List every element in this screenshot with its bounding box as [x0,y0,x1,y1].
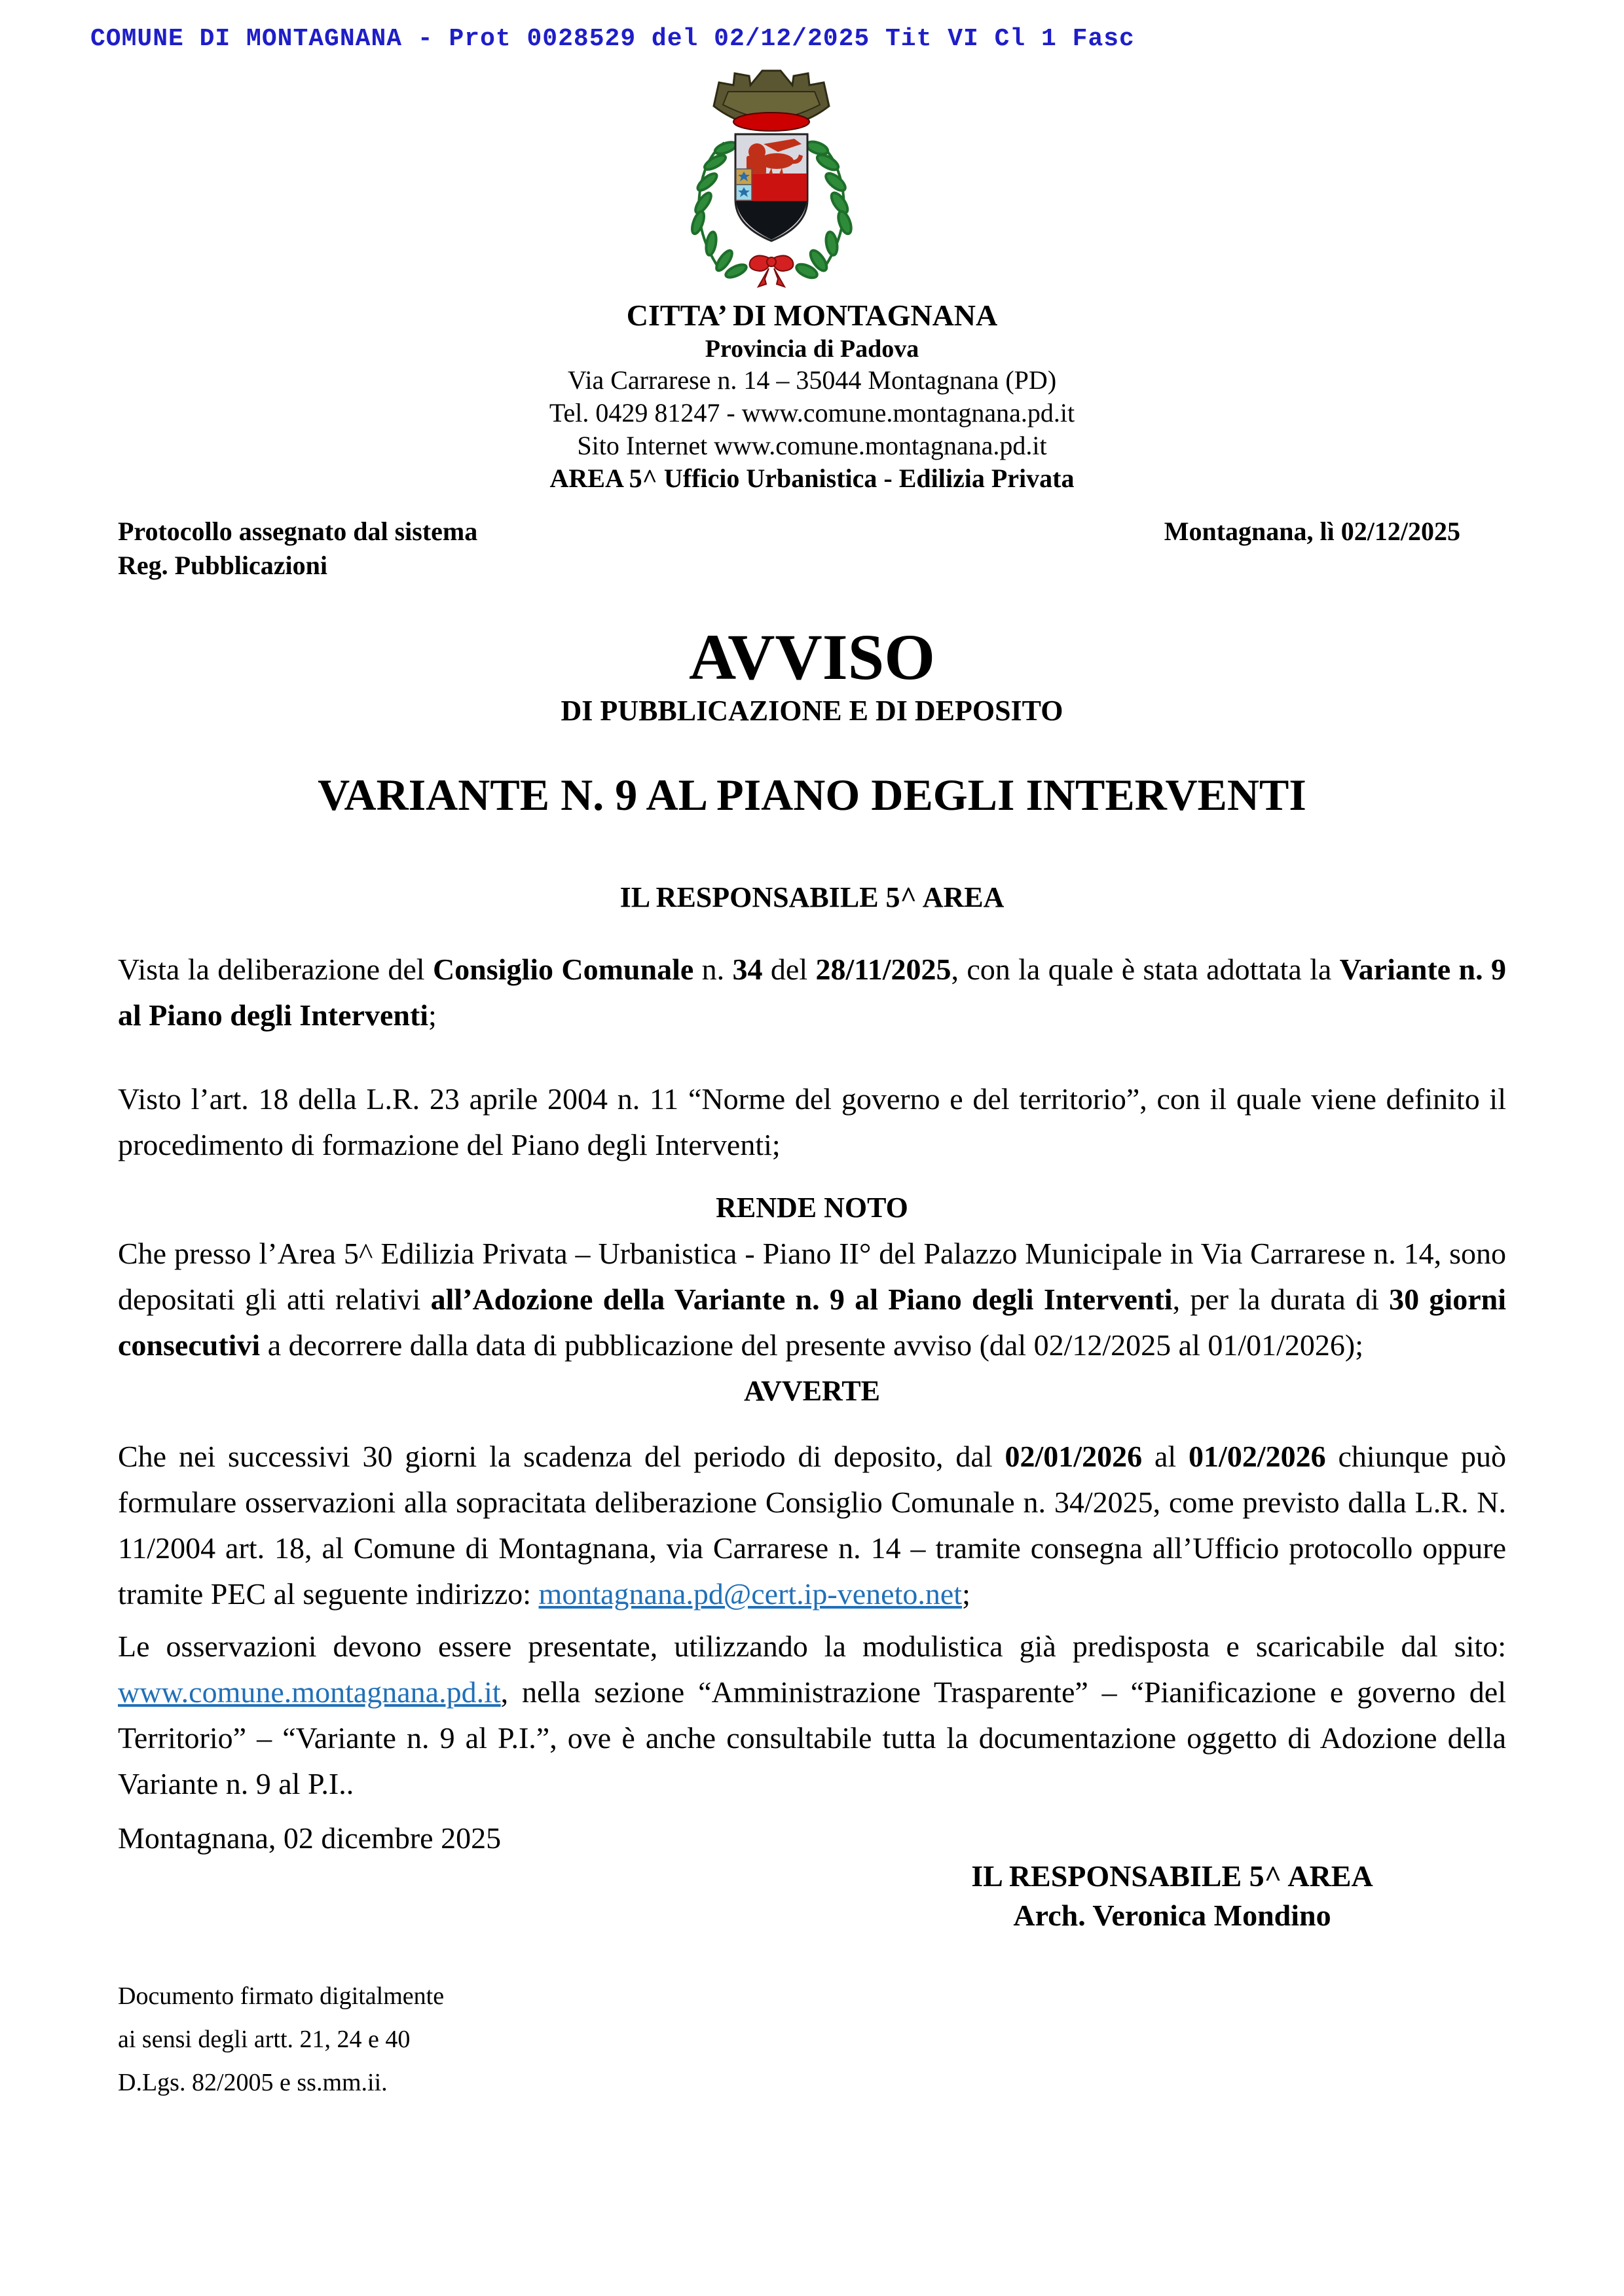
office-line: AREA 5^ Ufficio Urbanistica - Edilizia Privata [549,464,1075,493]
protocol-note-line2: Reg. Pubblicazioni [118,551,328,580]
avviso-title: AVVISO [688,621,936,693]
avviso-subtitle: DI PUBBLICAZIONE E DI DEPOSITO [561,695,1063,727]
avverte-heading: AVVERTE [744,1375,880,1407]
paragraph-osservazioni: Che nei successivi 30 giorni la scadenza del periodo di deposito, dal 02/01/2026 al 01/02/2026 chiunque può formulare osservazioni alla sopracitata deliberazione Consiglio Comunale n. 34/2025, come previsto dalla L.R. N. 11/2004 art. 18, al Comune di Montagnana, via Carrarese n. 14 – tramite consegna all’Ufficio protocollo oppure tramite PEC al seguente indirizzo: montagnana.pd@cert.ip-veneto.net; [118,1440,1506,1611]
meta-row [118,515,1506,583]
rende-noto-heading: RENDE NOTO [716,1192,908,1224]
signature-date-line: Montagnana, 02 dicembre 2025 [118,1821,502,1855]
variante-title: VARIANTE N. 9 AL PIANO DEGLI INTERVENTI [318,770,1306,820]
city-title: CITTA’ DI MONTAGNANA [626,299,998,332]
signature-name: Arch. Veronica Mondino [1013,1899,1331,1932]
digital-signature-note [118,1975,1506,2104]
letterhead [0,297,1624,495]
digital-signature-note-line3: D.Lgs. 82/2005 e ss.mm.ii. [118,2069,388,2096]
place-date: Montagnana, lì 02/12/2025 [1164,517,1460,546]
protocol-banner: COMUNE DI MONTAGNANA - Prot 0028529 del 02/12/2025 Tit VI Cl 1 Fasc [90,25,1135,53]
coat-of-arms-graphic [673,65,870,288]
digital-signature-note-line1: Documento firmato digitalmente [118,1982,445,2010]
site-line: Sito Internet www.comune.montagnana.pd.it [577,431,1047,460]
shield-icon [735,134,807,241]
province-line: Provincia di Padova [705,335,919,363]
signature-block [838,1857,1506,1935]
protocol-note [118,515,477,583]
paragraph-vista-deliberazione: Vista la deliberazione del Consiglio Comunale n. 34 del 28/11/2025, con la quale è stata adottata la Variante n. 9 al Piano degli Interventi; [118,953,1507,1032]
hyperlink[interactable]: www.comune.montagnana.pd.it [118,1675,501,1709]
crown-icon [714,71,829,131]
address-line: Via Carrarese n. 14 – 35044 Montagnana (PD) [567,365,1057,395]
paragraph-visto-art18: Visto l’art. 18 della L.R. 23 aprile 2004 n. 11 “Norme del governo e del territorio”, con il quale viene definito il procedimento di formazione del Piano degli Interventi; [118,1082,1506,1161]
signature-role: IL RESPONSABILE 5^ AREA [971,1859,1373,1893]
paragraph-deposito: Che presso l’Area 5^ Edilizia Privata – Urbanistica - Piano II° del Palazzo Municipale in Via Carrarese n. 14, sono depositati gli atti relativi all’Adozione della Variante n. 9 al Piano degli Interventi, per la durata di 30 giorni consecutivi a decorrere dalla data di pubblicazione del presente avviso (dal 02/12/2025 al 01/01/2026); [118,1237,1506,1362]
ribbon-icon [750,255,794,287]
digital-signature-note-line2: ai sensi degli artt. 21, 24 e 40 [118,2026,411,2053]
hyperlink[interactable]: montagnana.pd@cert.ip-veneto.net [538,1577,963,1611]
responsabile-heading: IL RESPONSABILE 5^ AREA [619,881,1005,913]
paragraph-modulistica: Le osservazioni devono essere presentate, utilizzando la modulistica già predisposta e scaricabile dal sito: www.comune.montagnana.pd.it, nella sezione “Amministrazione Trasparente” – “Pianificazione e governo del Territorio” – “Variante n. 9 al P.I.”, ove è anche consultabile tutta la documentazione oggetto di Adozione della Variante n. 9 al P.I.. [118,1630,1506,1800]
protocol-note-line1: Protocollo assegnato dal sistema [118,517,478,546]
phone-web-line: Tel. 0429 81247 - www.comune.montagnana.pd.it [549,398,1075,428]
star-squares-icon [736,169,752,200]
